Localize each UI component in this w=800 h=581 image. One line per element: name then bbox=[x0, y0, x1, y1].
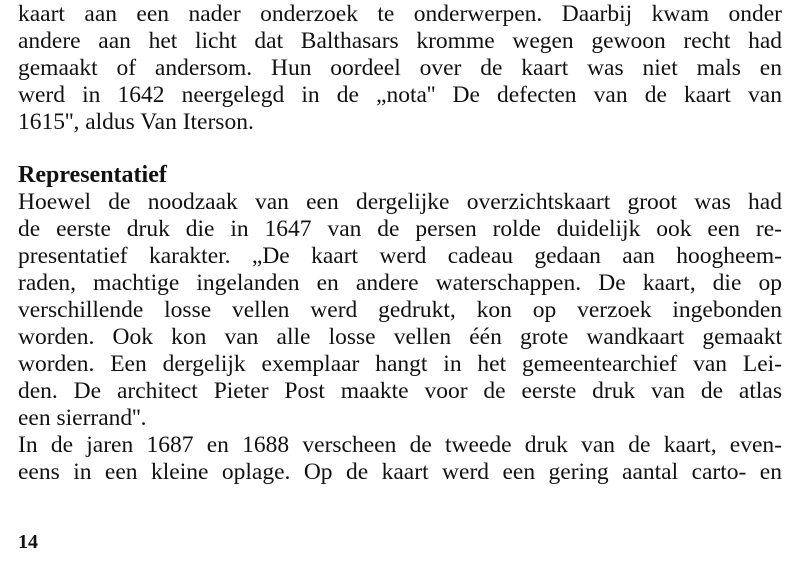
text-line: raden, machtige ingelanden en andere waterschappen. De kaart, die op bbox=[18, 270, 782, 296]
text-line: de eerste druk die in 1647 van de persen rolde duidelijk ook een re- bbox=[18, 216, 782, 242]
text-line: In de jaren 1687 en 1688 verscheen de tweede druk van de kaart, even- bbox=[18, 432, 782, 458]
text-line: eens in een kleine oplage. Op de kaart werd een gering aantal carto- en bbox=[18, 459, 782, 485]
document-page bbox=[18, 0, 782, 581]
text-line: 1615'', aldus Van Iterson. bbox=[18, 109, 254, 135]
text-line: presentatief karakter. „De kaart werd cadeau gedaan aan hoogheem- bbox=[18, 243, 782, 269]
text-line: den. De architect Pieter Post maakte voor de eerste druk van de atlas bbox=[18, 378, 782, 404]
text-line: worden. Ook kon van alle losse vellen één grote wandkaart gemaakt bbox=[18, 324, 782, 350]
section-heading: Representatief bbox=[18, 162, 167, 188]
text-line: worden. Een dergelijk exemplaar hangt in het gemeentearchief van Lei- bbox=[18, 351, 782, 377]
text-line: kaart aan een nader onderzoek te onderwerpen. Daarbij kwam onder bbox=[18, 1, 782, 27]
text-line: werd in 1642 neergelegd in de „nota'' De defecten van de kaart van bbox=[18, 82, 782, 108]
page-number: 14 bbox=[18, 531, 38, 553]
text-line: verschillende losse vellen werd gedrukt, kon op verzoek ingebonden bbox=[18, 297, 782, 323]
text-line: Hoewel de noodzaak van een dergelijke overzichtskaart groot was had bbox=[18, 189, 782, 215]
text-line: gemaakt of andersom. Hun oordeel over de kaart was niet mals en bbox=[18, 55, 782, 81]
text-line: andere aan het licht dat Balthasars kromme wegen gewoon recht had bbox=[18, 28, 782, 54]
text-line: een sierrand''. bbox=[18, 405, 147, 431]
